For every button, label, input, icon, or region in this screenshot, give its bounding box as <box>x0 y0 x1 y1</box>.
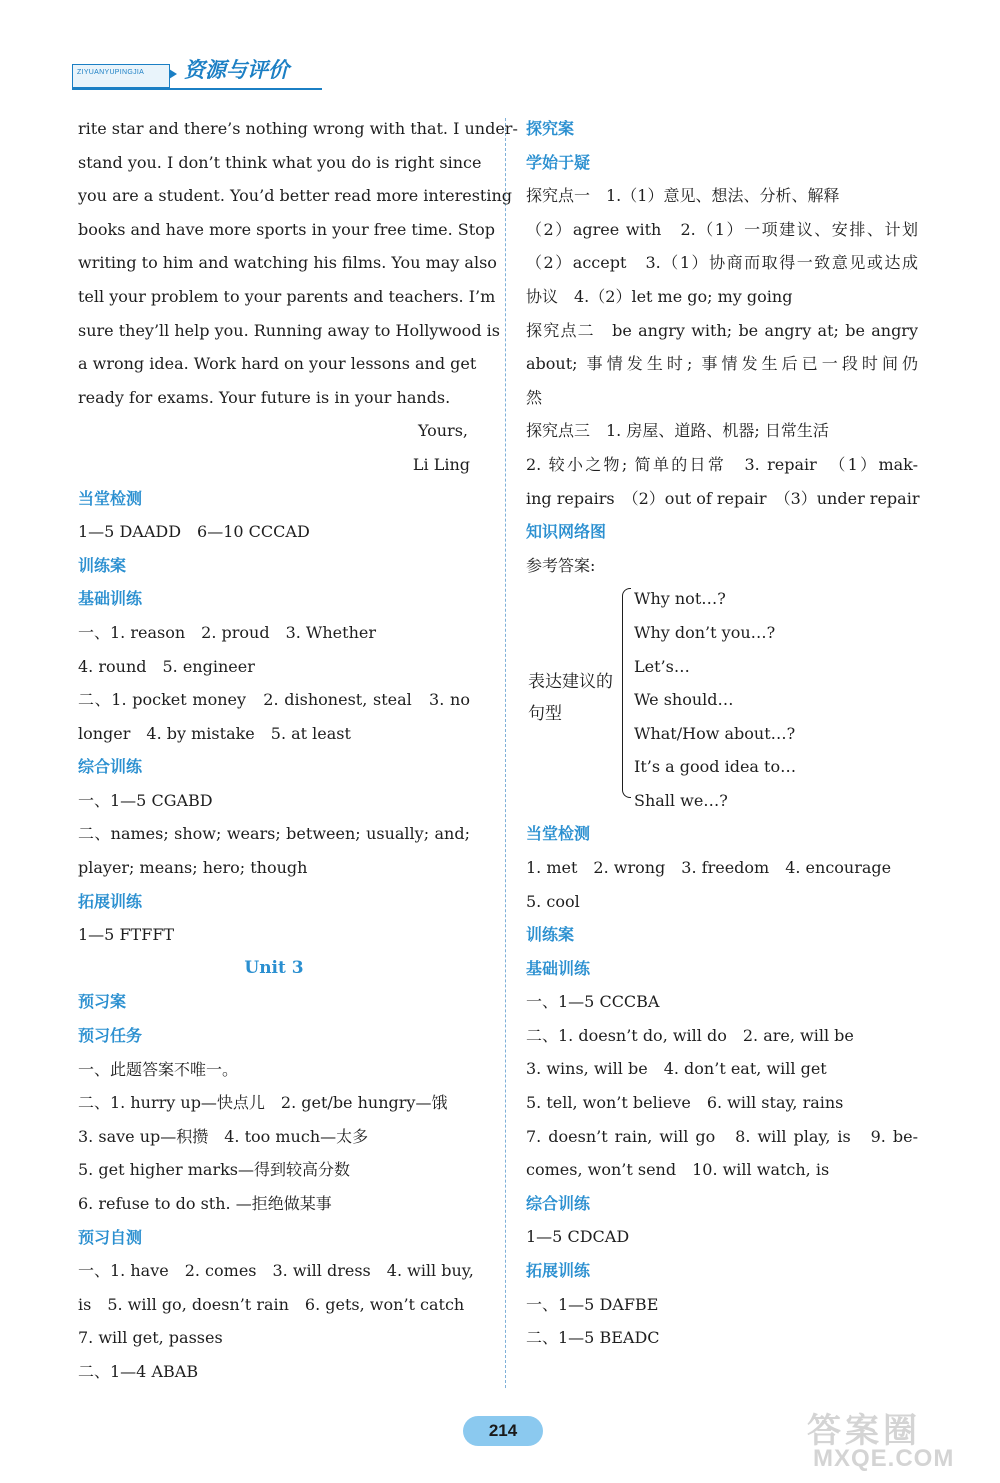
answer-line: 二、1. doesn’t do, will do 2. are, will be <box>526 1025 854 1045</box>
knowledge-map-item: It’s a good idea to… <box>634 757 797 777</box>
answer-line: 1—5 CDCAD <box>526 1227 630 1247</box>
knowledge-map-item: Why not…? <box>634 589 726 609</box>
brace-icon <box>622 588 631 798</box>
knowledge-map-item: Why don’t you…? <box>634 622 776 642</box>
answer-line: 一、1—5 CGABD <box>78 790 213 810</box>
header-logo-box <box>72 64 170 88</box>
answer-line: 5. tell, won’t believe 6. will stay, rains <box>526 1093 844 1113</box>
knowledge-map-item: What/How about…? <box>634 723 796 743</box>
knowledge-map-item: Shall we…? <box>634 790 728 810</box>
answer-block <box>78 784 470 885</box>
answer-line: 参考答案: <box>526 555 596 575</box>
header-title: 资源与评价 <box>184 58 289 82</box>
section-heading: 当堂检测 <box>78 488 143 508</box>
answer-line: 1—5 DAADD 6—10 CCCAD <box>78 522 310 542</box>
answer-line: 1—5 FTFFT <box>78 925 175 945</box>
answer-line: 7. doesn’t rain, will go 8. will play, is 9. be- <box>526 1126 918 1146</box>
section-heading: 预习自测 <box>78 1227 143 1247</box>
answer-line: 探究点一 1.（1）意见、想法、分析、解释 <box>526 186 840 206</box>
arrow-icon <box>169 69 177 79</box>
answer-line: comes, won’t send 10. will watch, is <box>526 1160 830 1180</box>
section-heading: 知识网络图 <box>526 522 607 542</box>
answer-line: 2. 较小之物; 简单的日常 3. repair （1）mak- <box>526 454 918 474</box>
answer-line: player; means; hero; though <box>78 858 308 878</box>
page-number: 214 <box>463 1416 543 1446</box>
section-heading: 拓展训练 <box>78 891 143 911</box>
letter-line: rite star and there’s nothing wrong with that. I under- <box>78 119 518 138</box>
answer-line: 二、1—4 ABAB <box>78 1361 199 1381</box>
answer-line: 二、1. hurry up—快点儿 2. get/be hungry—饿 <box>78 1093 448 1113</box>
answer-line: 6. refuse to do sth. —拒绝做某事 <box>78 1194 332 1213</box>
watermark-url: MXQE.COM <box>813 1445 955 1472</box>
watermark-text: 答案圈 <box>807 1411 921 1451</box>
answer-block <box>526 851 918 918</box>
letter-closing: Yours, <box>417 421 468 441</box>
section-heading: 训练案 <box>526 925 575 945</box>
section-heading: 拓展训练 <box>526 1261 591 1281</box>
answer-block <box>78 1254 474 1388</box>
answer-line: 一、1. have 2. comes 3. will dress 4. will buy, <box>78 1261 474 1281</box>
letter-line: books and have more sports in your free time. Stop <box>78 219 496 239</box>
answer-line: （2）agree with 2.（1）一项建议、安排、计划 <box>526 219 918 239</box>
answer-line: longer 4. by mistake 5. at least <box>78 723 351 743</box>
letter-line: tell your problem to your parents and teachers. I’m <box>78 286 496 306</box>
answer-line: 一、1—5 DAFBE <box>526 1294 659 1314</box>
knowledge-map-list <box>634 582 796 817</box>
letter-line: writing to him and watching his films. You may also <box>78 253 497 273</box>
section-heading: 学始于疑 <box>526 152 591 172</box>
answer-line: 探究点二 be angry with; be angry at; be angry <box>526 320 918 340</box>
letter-line: stand you. I don’t think what you do is right since <box>78 152 482 172</box>
answer-line: 协议 4.（2）let me go; my going <box>526 286 793 306</box>
section-heading: 综合训练 <box>526 1193 591 1213</box>
column-divider <box>505 118 506 1388</box>
answer-line: about; 事情发生时; 事情发生后已一段时间仍 <box>526 354 918 374</box>
answer-line: 然 <box>526 387 543 407</box>
header-rule <box>72 88 322 90</box>
letter-line: ready for exams. Your future is in your hands. <box>78 387 451 407</box>
answer-line: 1. met 2. wrong 3. freedom 4. encourage <box>526 857 892 877</box>
answer-line: 二、names; show; wears; between; usually; and; <box>78 824 470 844</box>
answer-line: is 5. will go, doesn’t rain 6. gets, won’t catch <box>78 1294 465 1314</box>
section-heading: 当堂检测 <box>526 824 591 844</box>
answer-line: 二、1—5 BEADC <box>526 1328 660 1348</box>
answer-line: 3. wins, will be 4. don’t eat, will get <box>526 1059 827 1079</box>
answer-line: 二、1. pocket money 2. dishonest, steal 3. no <box>78 690 470 710</box>
section-heading: 基础训练 <box>78 589 143 609</box>
watermark-logo <box>807 1403 982 1473</box>
answer-line: 5. get higher marks—得到较高分数 <box>78 1160 351 1180</box>
answer-block <box>78 1053 470 1221</box>
letter-signature: Li Ling <box>412 454 470 474</box>
answer-block <box>526 1288 918 1355</box>
answer-line: 探究点三 1. 房屋、道路、机器; 日常生活 <box>526 421 829 441</box>
answer-line: （2）accept 3.（1）协商而取得一致意见或达成 <box>526 253 918 273</box>
section-heading: 预习案 <box>78 992 127 1012</box>
answer-line: 5. cool <box>526 891 580 911</box>
letter-paragraph <box>78 112 518 414</box>
knowledge-map-item: We should… <box>634 690 734 710</box>
letter-line: a wrong idea. Work hard on your lessons and get <box>78 354 477 374</box>
answer-line: ing repairs （2）out of repair （3）under repair <box>526 488 920 508</box>
right-column <box>526 112 918 1355</box>
page-header <box>72 50 322 92</box>
section-heading: 基础训练 <box>526 958 591 978</box>
knowledge-map <box>526 582 918 817</box>
answer-line: 4. round 5. engineer <box>78 656 255 676</box>
unit-title: Unit 3 <box>244 957 304 978</box>
knowledge-map-label: 表达建议的句型 <box>528 672 613 725</box>
answer-line: 一、1—5 CCCBA <box>526 992 660 1012</box>
left-column <box>78 112 518 1389</box>
answer-line: 一、此题答案不唯一。 <box>78 1059 239 1079</box>
section-heading: 综合训练 <box>78 757 143 777</box>
answer-block <box>78 616 470 750</box>
answer-block <box>526 985 918 1187</box>
section-heading: 探究案 <box>526 119 575 138</box>
letter-line: sure they’ll help you. Running away to Hollywood is <box>78 320 500 340</box>
section-heading: 预习任务 <box>78 1026 143 1046</box>
letter-line: you are a student. You’d better read more interesting <box>78 186 513 206</box>
answer-line: 7. will get, passes <box>78 1328 223 1348</box>
section-heading: 训练案 <box>78 555 127 575</box>
answer-line: 3. save up—积攒 4. too much—太多 <box>78 1126 369 1146</box>
answer-line: 一、1. reason 2. proud 3. Whether <box>78 622 377 642</box>
answer-block <box>526 179 918 515</box>
header-pinyin: ZIYUANYUPINGJIA <box>77 69 145 76</box>
knowledge-map-item: Let’s… <box>634 656 690 676</box>
